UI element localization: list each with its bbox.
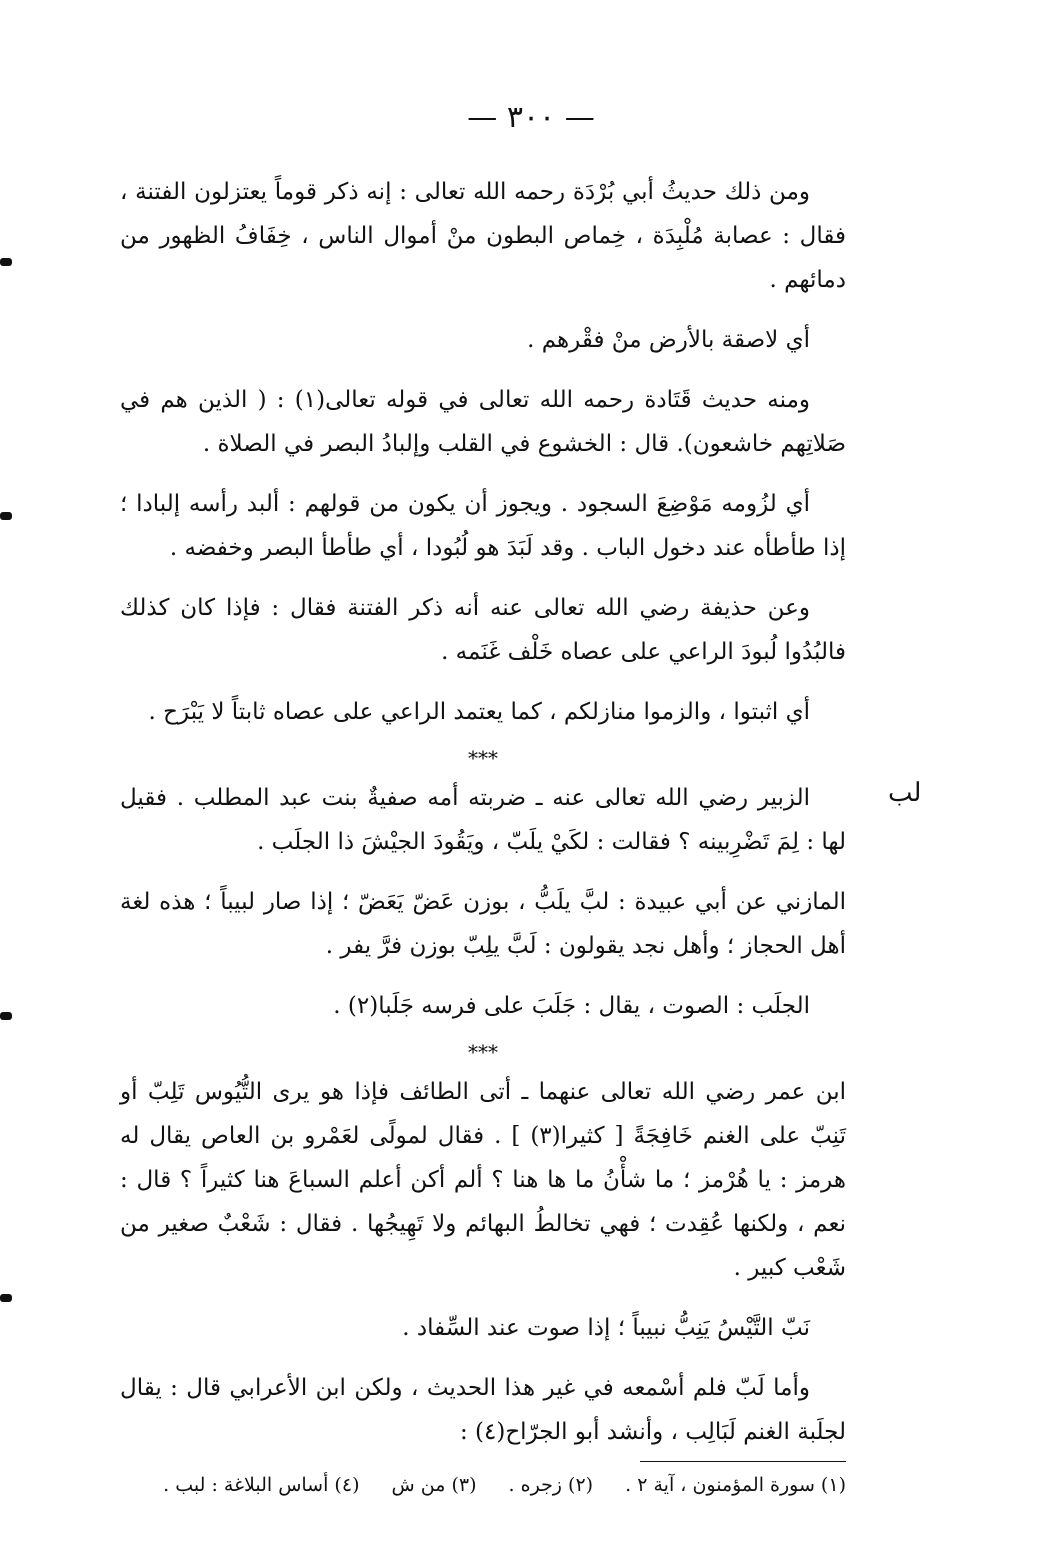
paragraph: أي لاصقة بالأرض منْ فقْرهم . <box>527 327 810 353</box>
main-text <box>120 170 846 1470</box>
paragraph: ومنه حديث قَتَادة رحمه الله تعالى في قوله تعالى(١) : ( الذين هم في صَلاتِهم خاشعون). قال : الخشوع في القلب وإلبادُ البصر في الصلاة . <box>120 387 846 457</box>
paragraph: ابن عمر رضي الله تعالى عنهما ـ أتى الطائف فإذا هو يرى التُّيُوس تَلِبّ أو تَنِبّ على الغنم خَافِجَةً [ كثيرا(٣) ] . فقال لمولًى لعَمْرو بن العاص يقال له هرمز : يا هُرْمز ؛ ما شأْنُ ما ها هنا ؟ ألم أكن أعلم السباعَ هنا كثيراً ؟ قال : نعم ، ولكنها عُقِدت ؛ فهي تخالطُ البهائم ولا تَهِيجُها . فقال : شَعْبٌ صغير من شَعْب كبير . <box>120 1079 846 1281</box>
edge-mark-1 <box>0 258 12 266</box>
paragraph: وعن حذيفة رضي الله تعالى عنه أنه ذكر الفتنة فقال : فإذا كان كذلك فالبُدُوا لُبودَ الراعي على عصاه خَلْف غَنَمه . <box>120 595 846 665</box>
footnote: (١) سورة المؤمنون ، آية ٢ . <box>625 1474 846 1496</box>
paragraph: الزبير رضي الله تعالى عنه ـ ضربته أمه صفيةٌ بنت عبد المطلب . فقيل لها : لِمَ تَضْرِبينه ؟ فقالت : لكَيْ يلَبّ ، ويَقُودَ الجيْشَ ذا الجلَب . <box>120 785 846 855</box>
paragraph: وأما لَبّ فلم أسْمعه في غير هذا الحديث ، ولكن ابن الأعرابي قال : يقال لجلَبة الغنم لَبَالِب ، وأنشد أبو الجرّاح(٤) : <box>120 1375 846 1445</box>
edge-mark-2 <box>0 512 12 520</box>
edge-mark-4 <box>0 1294 12 1302</box>
footnote: (٣) من ش <box>391 1474 477 1496</box>
footnote-rule <box>640 1461 846 1462</box>
paragraph: أي لزُومه مَوْضِعَ السجود . ويجوز أن يكون من قولهم : ألبد رأسه إلبادا ؛ إذا طأطأه عند دخول الباب . وقد لَبَدَ هو لُبُودا ، أي طأطأ البصر وخفضه . <box>120 491 846 561</box>
section-separator: *** <box>468 746 498 770</box>
paragraph: أي اثبتوا ، والزموا منازلكم ، كما يعتمد الراعي على عصاه ثابتاً لا يَبْرَح . <box>148 699 810 725</box>
footnote: (٢) زجره . <box>508 1474 594 1496</box>
page-number: — ٣٠٠ — <box>467 100 595 135</box>
section-separator: *** <box>468 1040 498 1064</box>
edge-mark-3 <box>0 1012 12 1020</box>
paragraph: المازني عن أبي عبيدة : لبَّ يلَبُّ ، بوزن عَضّ يَعَضّ ؛ إذا صار لبيباً ؛ هذه لغة أهل الحجاز ؛ وأهل نجد يقولون : لَبَّ يلِبّ بوزن فرَّ يفر . <box>120 889 846 959</box>
paragraph: نَبّ التَّيْسُ يَنِبُّ نبيباً ؛ إذا صوت عند السِّفاد . <box>402 1315 810 1341</box>
paragraph: الجلَب : الصوت ، يقال : جَلَبَ على فرسه جَلَبا(٢) . <box>333 993 810 1019</box>
margin-root-word: لب <box>888 778 922 808</box>
footnotes <box>140 1470 846 1500</box>
paragraph: ومن ذلك حديثُ أبي بُرْدَة رحمه الله تعالى : إنه ذكر قوماً يعتزلون الفتنة ، فقال : عصابة مُلْبِدَة ، خِماص البطون منْ أموال الناس ، خِفَافُ الظهور من دمائهم . <box>120 179 846 293</box>
footnote: (٤) أساس البلاغة : لبب . <box>163 1474 360 1496</box>
